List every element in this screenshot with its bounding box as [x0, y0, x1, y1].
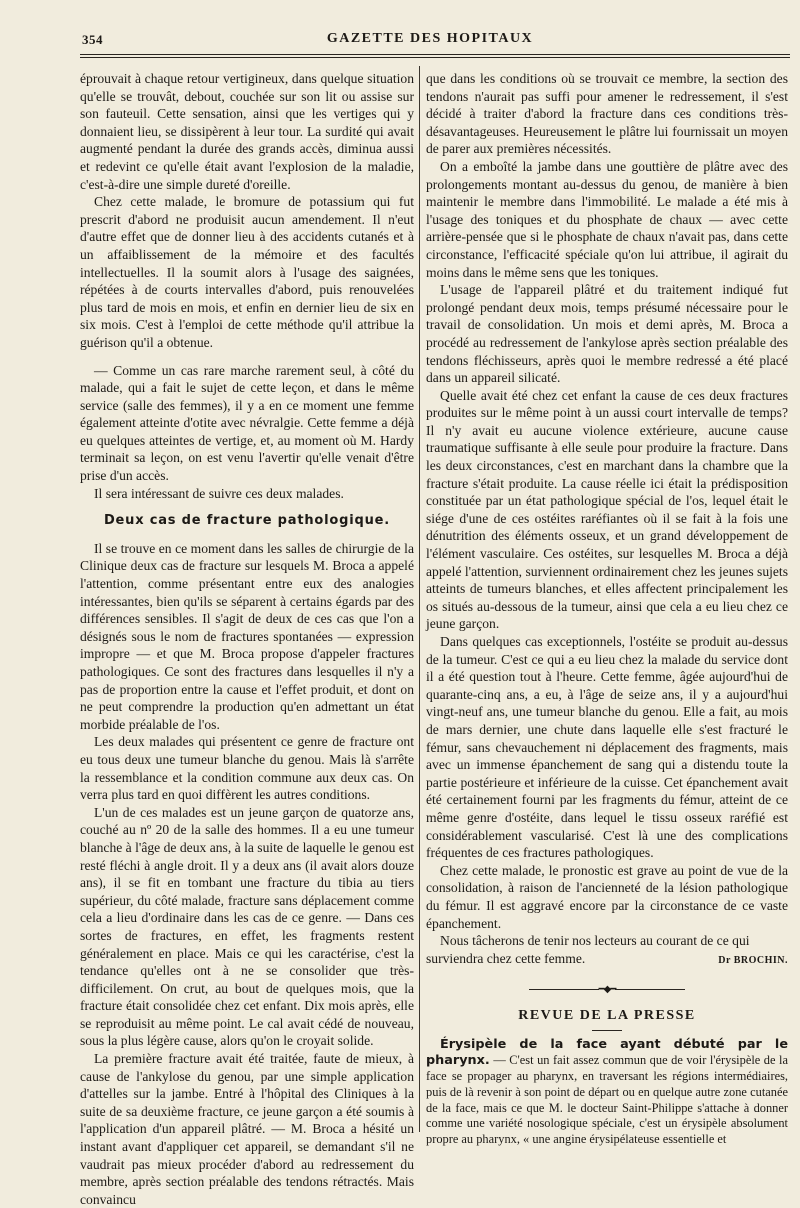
page-header: [80, 28, 780, 50]
paragraph: Nous tâcherons de tenir nos lecteurs au courant de ce qui: [440, 933, 750, 949]
author-signature: Dr BROCHIN.: [718, 954, 788, 966]
paragraph: Il sera intéressant de suivre ces deux malades.: [94, 485, 344, 501]
paragraph: Les deux malades qui présentent ce genre de fracture ont eu tous deux une tumeur blanche du genou. Mais là s'arrête la ressemblance et la condition commune aux deux cas. On verra plus tard en quoi diffèrent les autres conditions.: [80, 734, 414, 803]
paragraph-end: surviendra chez cette femme.: [426, 950, 586, 966]
paragraph: Chez cette malade, le pronostic est grave au point de vue de la consolidation, à raison de l'ancienneté de la lésion pathologique du fémur. Il est aggravé encore par la circonstance de ce vaste épanchement.: [426, 862, 788, 931]
paragraph: La première fracture avait été traitée, faute de mieux, à cause de l'ankylose du genou, par une simple application d'attelles sur la jambe. Entré à l'hôpital des Cliniques à la suite de sa deuxième fracture, ce jeune garçon a été soumis à l'application d'un appareil plâtré. — M. Broca a hésité un instant avant d'appliquer cet appareil, se demandant s'il ne vaudrait pas mieux procéder d'abord au redressement du membre, après section préalable des tendons rétractés. Mais convaincu: [80, 1051, 414, 1207]
paragraph: L'usage de l'appareil plâtré et du traitement indiqué fut prolongé pendant deux mois, temps présumé nécessaire pour le travail de consolidation. Un mois et demi après, M. Broca a procédé au redressement de l'ankylose après section préalable des tendons fléchisseurs, après quoi le membre redressé a été placé dans un appareil silicaté.: [426, 282, 788, 386]
paragraph: Il se trouve en ce moment dans les salles de chirurgie de la Clinique deux cas de fracture sur lesquels M. Broca a appelé l'attention, comme présentant entre eux des analogies intéressantes, bien qu'ils se séparent à certains égards par des différences sensibles. Il s'agit de deux de ces cas que l'on a désignés sous le nom de fractures spontanées — expression impropre — et que M. Broca propose d'appeler fractures pathologiques. Ce sont des fractures dans lesquelles il n'y a pas de proportion entre la cause et l'effet produit, et dont on ne peut comprendre la production qu'en admettant un état morbide préalable de l'os.: [80, 540, 414, 732]
header-rule: [80, 54, 790, 55]
paragraph: Chez cette malade, le bromure de potassium qui fut prescrit d'abord ne produisit aucun amendement. Il n'eut d'autre effet que de donner lieu à des accidents cutanés et à un affaiblissement de la mémoire et des facultés intellectuelles. Il la soumit alors à l'usage des saignées, répétées à de courts intervalles d'abord, puis renouvelées plus tard de mois en mois, et enfin en dernier lieu de six en six mois. C'est à l'emploi de cette méthode qu'il attribue la guérison qu'il a obtenue.: [80, 194, 414, 350]
paragraph: Quelle avait été chez cet enfant la cause de ces deux fractures produites sur le même point à un aussi court intervalle de temps? Il n'y avait eu aucune violence extérieure, aucune cause traumatique suffisante à elle seule pour produire la fracture. Dans les deux circonstances, c'est en marchant dans la chambre que la fracture s'était produite. La cause réelle ici était la prédisposition constituée par un état pathologique spécial de l'os, lequel était le siége d'une de ces ostéites raréfiantes où il se fait à la fois une dénutrition des éléments osseux, et un grand développement de l'élément vasculaire. Ces ostéites, sur lesquelles M. Broca a déjà appelé l'attention, surviennent ordinairement chez les jeunes sujets atteints de tumeurs blanches, et elles affectent principalement les os situés au-dessous de la tumeur, ainsi que cela a eu lieu chez ce jeune garçon.: [426, 387, 788, 632]
section-title: REVUE DE LA PRESSE: [518, 1007, 696, 1023]
paragraph: — Comme un cas rare marche rarement seul, à côté du malade, qui a fait le sujet de cette leçon, et dans le même service (salle des femmes), il y a en ce moment une femme également atteinte d'otite avec névralgie. Cette femme a déjà eu quelques atteintes de vertige, et, au moment où M. Hardy terminait sa leçon, on est venu l'avertir qu'elle venait d'être prise d'un accès.: [80, 362, 414, 484]
paragraph: éprouvait à chaque retour vertigineux, dans quelque situation qu'elle se trouvât, debout, couchée sur son lit ou assise sur son fauteuil. Cette sensation, ainsi que les vertiges qui y donnaient lieu, se dissipèrent à leur tour. La surdité qui avait augmenté pendant la durée des grands accès, diminua aussi et redevint ce qu'elle était avant l'explosion de la maladie, c'est-à-dire une simple dureté d'oreille.: [80, 71, 414, 192]
paragraph: On a emboîté la jambe dans une gouttière de plâtre avec des prolongements montant au-dessus du genou, de manière à bien maintenir le membre dans l'immobilité. Le malade a été mis à l'usage des toniques et du phosphate de chaux — avec cette arrière-pensée que si le phosphate de chaux n'avait pas, dans cette circonstance, l'efficacité spéciale qu'on lui attribue, il agirait du moins dans le même sens que les toniques.: [426, 158, 788, 280]
left-column: [80, 70, 414, 1207]
article-lead: Érysipèle de la face ayant débuté par le pharynx.: [426, 1037, 788, 1069]
article-text: — C'est un fait assez commun que de voir l'érysipèle de la face se propager au pharynx, en traversant les régions intermédiaires, puis de là revenir à son point de départ ou en quelque autre zone cutanée de la face, mais ce que M. le docteur Saint-Philippe s'attache à donner comme une variété nosologique spéciale, c'est un érysipèle absolument propre au pharynx, « une angine érysipélateuse essentielle et: [426, 1053, 788, 1147]
section-title: Deux cas de fracture pathologique.: [103, 513, 391, 529]
title-rule: [592, 1030, 622, 1031]
paragraph: Dans quelques cas exceptionnels, l'ostéite se produit au-dessus de la tumeur. C'est ce qui a eu lieu chez la malade du service dont il a été question tout à l'heure. Cette femme, âgée aujourd'hui de quarante-cinq ans, a eu, à l'âge de seize ans, il y a aujourd'hui vingt-neuf ans, une tumeur blanche du genou. Elle a fait, au mois de mars dernier, une chute dans laquelle elle s'est fracturé le fémur, sans chevauchement ni déplacement des fragments, mais avec un immense épanchement de sang qui a distendu toute la partie postérieure et inférieure de la cuisse. Cet épanchement avait été certainement fourni par les fragments du fémur, atteint de ce même genre d'ostéite, dans lequel le tissu osseux raréfié est considérablement vascularisé. C'est là une des complications fréquentes de ces fractures pathologiques.: [426, 634, 788, 861]
section-ornament: ━◆━: [426, 981, 788, 999]
paragraph: [426, 1037, 788, 1148]
paragraph: L'un de ces malades est un jeune garçon de quatorze ans, couché au nº 20 de la salle des hommes. Il a eu une tumeur blanche à l'âge de deux ans, à la suite de laquelle le genou est resté fléchi à angle droit. Il y a deux ans (il avait alors douze ans), il se fit en tombant une fracture du tibia au tiers supérieur, du côté malade, fracture sans déplacement comme cela a lieu d'ordinaire dans les cas de ce genre. — Dans ces sortes de fractures, en effet, les fragments restent généralement en place. Mais ce qui les caractérise, c'est la tendance qu'elles ont à ne se consolider que très-difficilement. On crut, au bout de quelques mois, que la fracture était consolidée chez cet enfant. Dix mois après, elle se reproduisit au même point. Le cal avait cédé de nouveau, sous la plus légère cause, alors qu'on le croyait solide.: [80, 804, 414, 1049]
signature-line: [426, 950, 788, 970]
page-number: 354: [82, 32, 103, 47]
column-divider: [419, 66, 420, 1132]
paragraph: que dans les conditions où se trouvait ce membre, la section des tendons n'aurait pas suffi pour amener le redressement, il s'est décidé à traiter d'abord la fracture dans ces conditions très-désavantageuses. Heureusement le plâtre lui fournissait un moyen de parer aux premières nécessités.: [426, 71, 788, 157]
journal-title: GAZETTE DES HOPITAUX: [326, 31, 534, 46]
header-rule-double: [80, 57, 790, 58]
right-column: [426, 70, 788, 1147]
